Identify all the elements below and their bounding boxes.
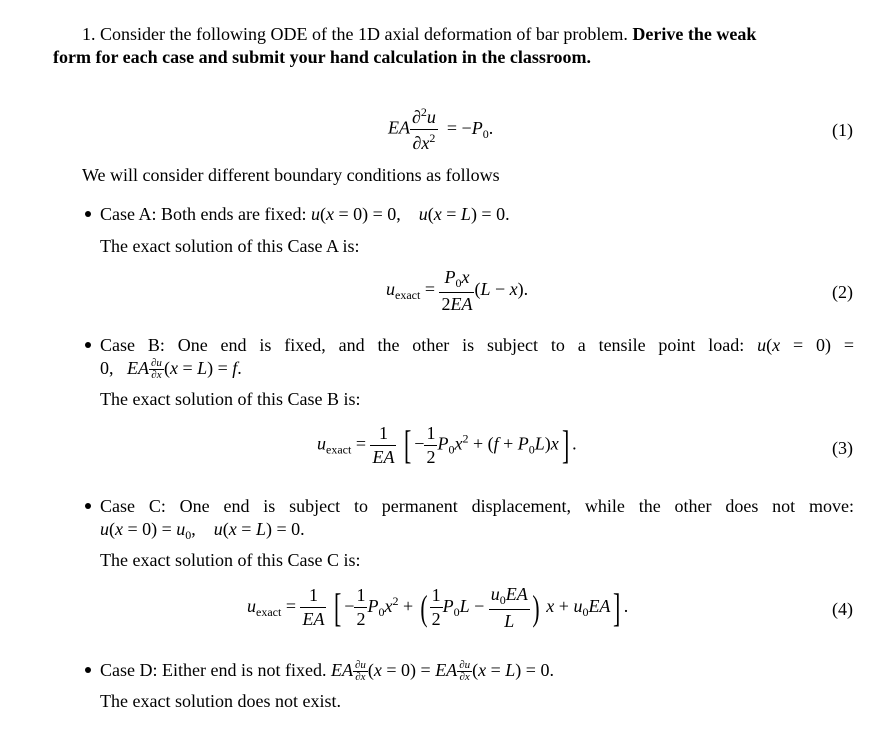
case-c-bullet [85, 503, 91, 509]
case-a-text: Case A: Both ends are fixed: [100, 204, 307, 224]
case-d-text: Case D: Either end is not fixed. [100, 660, 327, 680]
case-b-text-line [100, 334, 854, 356]
case-d-bullet [85, 667, 91, 673]
case-b-bullet [85, 342, 91, 348]
problem-number: 1. [82, 24, 96, 44]
problem-intro: Consider the following ODE of the 1D axial deformation of bar problem. [100, 24, 628, 44]
equation-1: EA $\frac{\partial^2u}{\partial x^2}$ = $-P_0$. [388, 105, 494, 153]
problem-line-2 [53, 46, 591, 68]
case-b-bc-2: 0, EA $\frac{\partial u}{\partial x}$ (x = L) = f. [100, 357, 242, 382]
case-d-bc: EA $\frac{\partial u}{\partial x}$ (x = 0) = EA $\frac{\partial u}{\partial x}$ (x = L) = 0. [330, 659, 554, 684]
problem-bold-2: form for each case and submit your hand calculation in the classroom. [53, 47, 592, 67]
case-b-text: Case B: One end is fixed, and the other is subject to a tensile point load: [100, 335, 745, 355]
case-a-solution-label: The exact solution of this Case A is: [100, 236, 360, 256]
equation-3-number: (3) [832, 438, 853, 458]
case-c-text: Case C: One end is subject to permanent displacement, while the other does not move: [100, 496, 854, 516]
equation-3: $u_{exact}$ = $\frac{1}{EA}$ [ − $\frac{1}{2}$ $P_0x^2 + (f + P_0L)x$] . [317, 422, 577, 468]
case-c-bc: $u(x = 0) = u_0$, u(x = L) = 0. [100, 519, 305, 542]
bc-intro: We will consider different boundary conditions as follows [82, 165, 500, 185]
case-b-bc-1: u(x = 0) = [757, 335, 855, 355]
case-a-bc: u(x = 0) = 0, u(x = L) = 0. [310, 204, 510, 224]
case-d-text-line [100, 659, 554, 683]
equation-2-number: (2) [832, 282, 853, 302]
equation-2: $u_{exact}$ = $\frac{P_0x}{2EA}$ (L − x). [386, 267, 529, 314]
problem-bold-1: Derive the weak [632, 24, 757, 44]
case-b-solution-label: The exact solution of this Case B is: [100, 389, 361, 409]
case-d-solution-label: The exact solution does not exist. [100, 691, 341, 711]
case-c-text-line [100, 495, 854, 517]
case-c-solution-label: The exact solution of this Case C is: [100, 550, 361, 570]
problem-line-1 [82, 23, 756, 45]
case-a-bullet [85, 211, 91, 217]
equation-4-number: (4) [832, 599, 853, 619]
equation-1-number: (1) [832, 120, 853, 140]
case-a-text-line [100, 203, 510, 225]
equation-4: $u_{exact}$ = $\frac{1}{EA}$ [ − $\frac{1}{2}$ $P_0x^2$ + ( $\frac{1}{2}$ $P_0L$ − $\frac{u_0EA}{L}$ ) $x + u_0EA$] . [247, 584, 629, 631]
